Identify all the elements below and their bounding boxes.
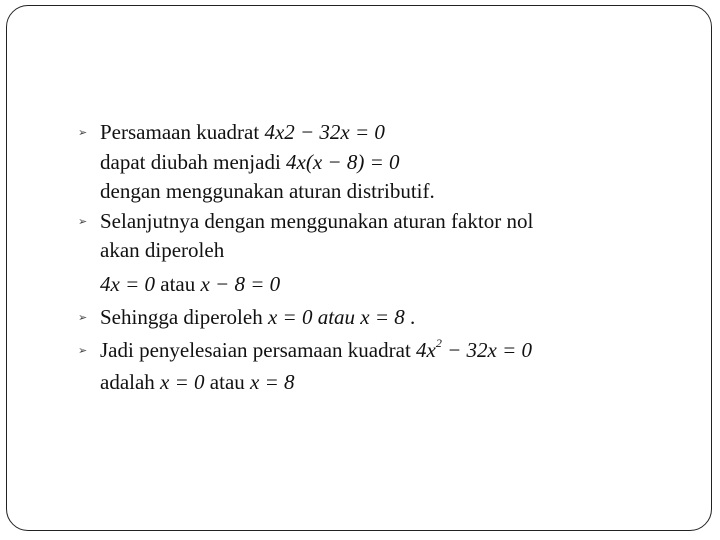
bullet-4-equation-base: 4x <box>416 337 436 362</box>
bullet-1-text: Persamaan kuadrat <box>100 120 265 144</box>
bullet-4-continuation <box>78 368 678 398</box>
bullet-4-text: Jadi penyelesaian persamaan kuadrat <box>100 337 417 362</box>
bullet-4 <box>78 336 678 366</box>
bullet-1 <box>78 118 678 148</box>
bullet-4-equation-rest: − 32x = 0 <box>441 337 533 362</box>
arrow-bullet-icon: ➢ <box>78 126 88 139</box>
bullet-2-atau: atau <box>155 271 201 296</box>
bullet-4-atau: atau <box>204 370 251 394</box>
bullet-2-equations <box>78 270 678 300</box>
arrow-bullet-icon: ➢ <box>78 311 88 324</box>
bullet-4-solution-2: x = 8 <box>250 370 295 394</box>
bullet-1-continuation-2 <box>78 177 678 207</box>
bullet-2 <box>78 207 678 237</box>
bullet-3-period: . <box>404 305 416 329</box>
bullet-3-equation: x = 0 atau x = 8 <box>267 305 405 329</box>
slide-content <box>78 118 678 398</box>
bullet-1-cont-text: dapat diubah menjadi <box>100 149 287 174</box>
bullet-1-factored-equation: 4x(x − 8) = 0 <box>286 149 400 174</box>
bullet-2-continuation <box>78 236 678 266</box>
bullet-4-exponent: 2 <box>435 335 442 350</box>
bullet-3-text: Sehingga diperoleh <box>100 305 268 329</box>
bullet-4-cont-text: adalah <box>100 370 161 394</box>
arrow-bullet-icon: ➢ <box>78 343 88 357</box>
bullet-2-equation-1: 4x = 0 <box>100 271 155 296</box>
bullet-3 <box>78 303 678 333</box>
bullet-2-equation-2: x − 8 = 0 <box>200 271 281 296</box>
bullet-2-cont-text: akan diperoleh <box>100 238 225 262</box>
arrow-bullet-icon: ➢ <box>78 214 88 228</box>
bullet-4-solution-1: x = 0 <box>160 370 205 394</box>
bullet-1-continuation <box>78 148 678 178</box>
bullet-1-cont-text-2: dengan menggunakan aturan distributif. <box>100 179 435 203</box>
bullet-1-equation: 4x2 − 32x = 0 <box>264 120 385 144</box>
bullet-2-text: Selanjutnya dengan menggunakan aturan faktor nol <box>100 208 534 233</box>
